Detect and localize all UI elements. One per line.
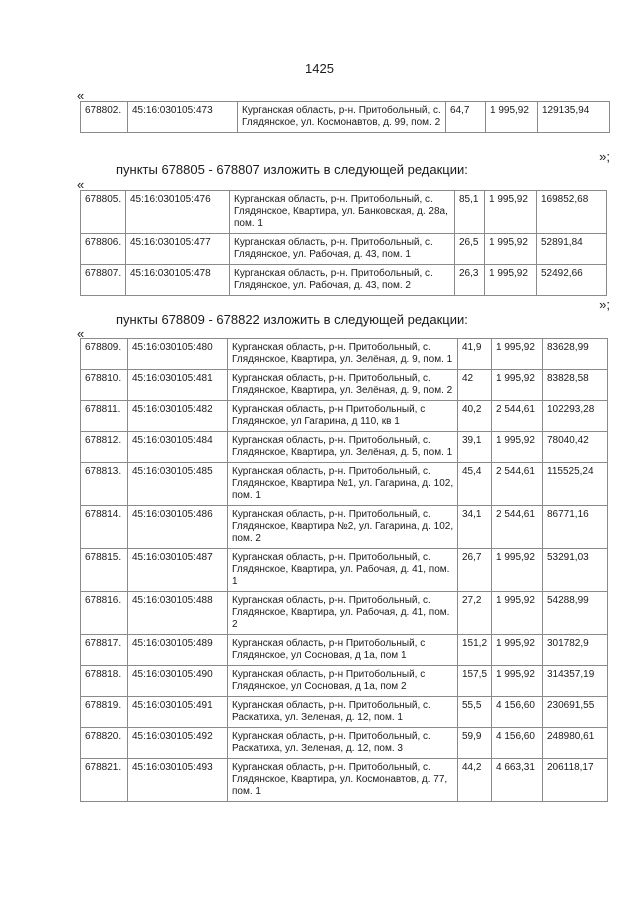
table-row (81, 463, 608, 506)
rate-cell: 1 995,92 (492, 370, 543, 401)
item-number: 678807. (81, 265, 126, 296)
open-quote: « (77, 177, 85, 192)
item-number: 678816. (81, 592, 128, 635)
address-cell: Курганская область, р-н Притобольный, с Глядянское, ул Гагарина, д 110, кв 1 (228, 401, 458, 432)
item-number: 678810. (81, 370, 128, 401)
address-cell: Курганская область, р-н. Притобольный, с. Глядянское, Квартира, ул. Зелёная, д. 5, пом. 1 (228, 432, 458, 463)
rate-cell: 1 995,92 (486, 102, 538, 133)
table-row (81, 592, 608, 635)
rate-cell: 4 156,60 (492, 697, 543, 728)
value-cell: 129135,94 (538, 102, 610, 133)
area-cell: 85,1 (455, 191, 485, 234)
table-row (81, 234, 607, 265)
table-row (81, 697, 608, 728)
cadastral-number: 45:16:030105:473 (128, 102, 238, 133)
value-cell: 115525,24 (543, 463, 608, 506)
item-number: 678812. (81, 432, 128, 463)
value-cell: 230691,55 (543, 697, 608, 728)
item-number: 678814. (81, 506, 128, 549)
rate-cell: 1 995,92 (485, 265, 537, 296)
area-cell: 151,2 (458, 635, 492, 666)
area-cell: 45,4 (458, 463, 492, 506)
rate-cell: 1 995,92 (492, 339, 543, 370)
value-cell: 169852,68 (537, 191, 607, 234)
area-cell: 41,9 (458, 339, 492, 370)
address-cell: Курганская область, р-н. Притобольный, с. Глядянское, Квартира, ул. Зелёная, д. 9, пом. 1 (228, 339, 458, 370)
item-number: 678806. (81, 234, 126, 265)
page-number: 1425 (305, 61, 334, 76)
table-row (81, 339, 608, 370)
value-cell: 83828,58 (543, 370, 608, 401)
registry-table-1 (80, 101, 610, 133)
close-quote: »; (599, 149, 610, 164)
table-row (81, 432, 608, 463)
value-cell: 102293,28 (543, 401, 608, 432)
registry-table-2 (80, 190, 607, 296)
cadastral-number: 45:16:030105:487 (128, 549, 228, 592)
address-cell: Курганская область, р-н. Притобольный, с. Глядянское, Квартира, ул. Рабочая, д. 41, пом. 1 (228, 549, 458, 592)
address-cell: Курганская область, р-н. Притобольный, с. Глядянское, Квартира, ул. Космонавтов, д. 77, пом. 1 (228, 759, 458, 802)
address-cell: Курганская область, р-н. Притобольный, с. Глядянское, Квартира №2, ул. Гагарина, д. 102, пом. 2 (228, 506, 458, 549)
area-cell: 40,2 (458, 401, 492, 432)
value-cell: 52492,66 (537, 265, 607, 296)
table-row (81, 759, 608, 802)
address-cell: Курганская область, р-н Притобольный, с Глядянское, ул Сосновая, д 1а, пом 1 (228, 635, 458, 666)
item-number: 678802. (81, 102, 128, 133)
address-cell: Курганская область, р-н. Притобольный, с. Глядянское, ул. Космонавтов, д. 99, пом. 2 (238, 102, 446, 133)
rate-cell: 2 544,61 (492, 463, 543, 506)
cadastral-number: 45:16:030105:490 (128, 666, 228, 697)
area-cell: 64,7 (446, 102, 486, 133)
item-number: 678815. (81, 549, 128, 592)
rate-cell: 2 544,61 (492, 506, 543, 549)
cadastral-number: 45:16:030105:482 (128, 401, 228, 432)
table-row (81, 102, 610, 133)
cadastral-number: 45:16:030105:478 (126, 265, 230, 296)
item-number: 678811. (81, 401, 128, 432)
rate-cell: 1 995,92 (492, 666, 543, 697)
item-number: 678813. (81, 463, 128, 506)
value-cell: 52891,84 (537, 234, 607, 265)
table-row (81, 728, 608, 759)
value-cell: 301782,9 (543, 635, 608, 666)
value-cell: 206118,17 (543, 759, 608, 802)
value-cell: 86771,16 (543, 506, 608, 549)
cadastral-number: 45:16:030105:486 (128, 506, 228, 549)
open-quote: « (77, 88, 85, 103)
area-cell: 26,7 (458, 549, 492, 592)
item-number: 678817. (81, 635, 128, 666)
cadastral-number: 45:16:030105:489 (128, 635, 228, 666)
table-row (81, 549, 608, 592)
area-cell: 55,5 (458, 697, 492, 728)
rate-cell: 1 995,92 (492, 432, 543, 463)
area-cell: 42 (458, 370, 492, 401)
address-cell: Курганская область, р-н. Притобольный, с. Глядянское, Квартира, ул. Рабочая, д. 41, пом. 2 (228, 592, 458, 635)
value-cell: 54288,99 (543, 592, 608, 635)
cadastral-number: 45:16:030105:485 (128, 463, 228, 506)
cadastral-number: 45:16:030105:484 (128, 432, 228, 463)
table-row (81, 191, 607, 234)
cadastral-number: 45:16:030105:476 (126, 191, 230, 234)
item-number: 678805. (81, 191, 126, 234)
table-row (81, 666, 608, 697)
value-cell: 248980,61 (543, 728, 608, 759)
registry-table-3 (80, 338, 608, 802)
area-cell: 27,2 (458, 592, 492, 635)
address-cell: Курганская область, р-н. Притобольный, с. Глядянское, Квартира, ул. Банковская, д. 28а, пом. 1 (230, 191, 455, 234)
area-cell: 44,2 (458, 759, 492, 802)
item-number: 678809. (81, 339, 128, 370)
address-cell: Курганская область, р-н. Притобольный, с. Глядянское, Квартира №1, ул. Гагарина, д. 102, пом. 1 (228, 463, 458, 506)
table-row (81, 635, 608, 666)
value-cell: 314357,19 (543, 666, 608, 697)
table-row (81, 370, 608, 401)
rate-cell: 4 663,31 (492, 759, 543, 802)
cadastral-number: 45:16:030105:488 (128, 592, 228, 635)
rate-cell: 1 995,92 (492, 549, 543, 592)
close-quote: »; (599, 297, 610, 312)
cadastral-number: 45:16:030105:481 (128, 370, 228, 401)
instruction-text: пункты 678809 - 678822 изложить в следующей редакции: (116, 312, 468, 327)
area-cell: 39,1 (458, 432, 492, 463)
area-cell: 26,5 (455, 234, 485, 265)
value-cell: 78040,42 (543, 432, 608, 463)
open-quote: « (77, 326, 85, 341)
value-cell: 83628,99 (543, 339, 608, 370)
rate-cell: 2 544,61 (492, 401, 543, 432)
table-row (81, 265, 607, 296)
area-cell: 26,3 (455, 265, 485, 296)
rate-cell: 1 995,92 (492, 592, 543, 635)
address-cell: Курганская область, р-н. Притобольный, с. Раскатиха, ул. Зеленая, д. 12, пом. 3 (228, 728, 458, 759)
rate-cell: 1 995,92 (492, 635, 543, 666)
table-row (81, 401, 608, 432)
cadastral-number: 45:16:030105:477 (126, 234, 230, 265)
cadastral-number: 45:16:030105:493 (128, 759, 228, 802)
cadastral-number: 45:16:030105:492 (128, 728, 228, 759)
area-cell: 59,9 (458, 728, 492, 759)
address-cell: Курганская область, р-н. Притобольный, с. Глядянское, ул. Рабочая, д. 43, пом. 1 (230, 234, 455, 265)
cadastral-number: 45:16:030105:480 (128, 339, 228, 370)
address-cell: Курганская область, р-н. Притобольный, с. Глядянское, ул. Рабочая, д. 43, пом. 2 (230, 265, 455, 296)
rate-cell: 1 995,92 (485, 234, 537, 265)
rate-cell: 1 995,92 (485, 191, 537, 234)
item-number: 678820. (81, 728, 128, 759)
table-row (81, 506, 608, 549)
instruction-text: пункты 678805 - 678807 изложить в следующей редакции: (116, 162, 468, 177)
address-cell: Курганская область, р-н Притобольный, с Глядянское, ул Сосновая, д 1а, пом 2 (228, 666, 458, 697)
item-number: 678818. (81, 666, 128, 697)
cadastral-number: 45:16:030105:491 (128, 697, 228, 728)
address-cell: Курганская область, р-н. Притобольный, с. Раскатиха, ул. Зеленая, д. 12, пом. 1 (228, 697, 458, 728)
area-cell: 34,1 (458, 506, 492, 549)
value-cell: 53291,03 (543, 549, 608, 592)
area-cell: 157,5 (458, 666, 492, 697)
rate-cell: 4 156,60 (492, 728, 543, 759)
address-cell: Курганская область, р-н. Притобольный, с. Глядянское, Квартира, ул. Зелёная, д. 9, пом. 2 (228, 370, 458, 401)
item-number: 678819. (81, 697, 128, 728)
item-number: 678821. (81, 759, 128, 802)
